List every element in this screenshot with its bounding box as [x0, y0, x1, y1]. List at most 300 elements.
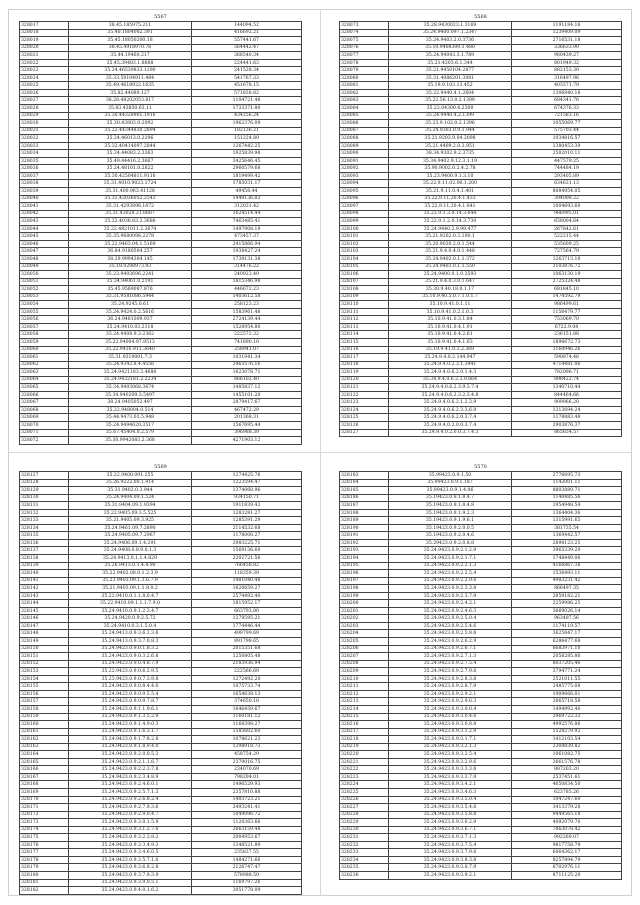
- data-table: [19, 471, 302, 895]
- code-cell: 35.21.9.11.0.4.1.401: [389, 188, 512, 196]
- amount-cell: 1403612.58: [192, 293, 302, 301]
- code-cell: 35.21.9202.0.3.100.1: [389, 233, 512, 241]
- code-cell: 35.10.9.41.0.4.1.91: [389, 323, 512, 331]
- record-id-cell: 328061: [20, 354, 69, 362]
- code-cell: 35.24.9413.0.9.3.6.2.3.6: [69, 630, 192, 638]
- table-row: [340, 248, 622, 256]
- record-id-cell: 328222: [340, 766, 389, 774]
- record-id-cell: 328143: [20, 592, 69, 600]
- code-cell: 35.24.9400.097.1.2347: [389, 29, 512, 37]
- amount-cell: 1494992.40: [512, 705, 622, 713]
- table-row: [20, 255, 302, 263]
- amount-cell: 396988.39: [192, 429, 302, 437]
- page-title: 5568: [474, 14, 487, 20]
- amount-cell: 1285391.29: [192, 517, 302, 525]
- record-id-cell: 328059: [20, 338, 69, 346]
- record-id-cell: 328086: [340, 120, 389, 128]
- code-cell: 35.24.9.4.0.6.2.3.2.3.4.8: [389, 391, 512, 399]
- record-id-cell: 328223: [340, 773, 389, 781]
- table-row: [20, 532, 302, 540]
- code-cell: 35.35.9680098.2278: [69, 233, 192, 241]
- table-row: [20, 773, 302, 781]
- table-row: [340, 721, 622, 729]
- code-cell: 35.24.9423.0.9.3.3.4.9.3: [69, 841, 192, 849]
- table-row: [20, 278, 302, 286]
- record-id-cell: 328231: [340, 834, 389, 842]
- table-row: [340, 728, 622, 736]
- table-row: [20, 135, 302, 143]
- code-cell: 35.99423.0.9.1.50: [389, 472, 512, 480]
- code-cell: 35.24.9423.0.9.2.0.0.5.3: [69, 751, 192, 759]
- code-cell: 35.19.9.103.13.452: [389, 82, 512, 90]
- table-row: [340, 406, 622, 414]
- amount-cell: 1739131.38: [192, 255, 302, 263]
- amount-cell: 7863078.42: [512, 826, 622, 834]
- record-id-cell: 328228: [340, 811, 389, 819]
- record-id-cell: 328175: [20, 834, 69, 842]
- table-row: [340, 414, 622, 422]
- record-id-cell: 328207: [340, 653, 389, 661]
- code-cell: 35.19423.0.9.1.9.6.1: [389, 517, 512, 525]
- amount-cell: 1528279.92: [512, 728, 622, 736]
- table-row: [340, 841, 622, 849]
- record-id-cell: 328066: [20, 391, 69, 399]
- table-row: [20, 585, 302, 593]
- code-cell: 35.24.9423.0.9.1.7.8.2.8: [69, 736, 192, 744]
- record-id-cell: 328109: [340, 293, 389, 301]
- record-id-cell: 328116: [340, 346, 389, 354]
- code-cell: 35.24.9423.0.9.3.5.8.8: [389, 811, 512, 819]
- code-cell: 35.24.9404.09.1.524: [69, 494, 192, 502]
- code-cell: 38.34.9302.9.2.3735: [389, 150, 512, 158]
- table-row: [340, 97, 622, 105]
- amount-cell: 434256.24: [192, 112, 302, 120]
- amount-cell: 1263713.10: [512, 255, 622, 263]
- table-row: [340, 286, 622, 294]
- code-cell: 35.24.9432181.2.2234: [69, 376, 192, 384]
- record-id-cell: 328204: [340, 630, 389, 638]
- table-row: [20, 758, 302, 766]
- table-row: [20, 645, 302, 653]
- amount-cell: 2370016.75: [192, 758, 302, 766]
- record-id-cell: 328114: [340, 331, 389, 339]
- amount-cell: 2004953.67: [192, 834, 302, 842]
- code-cell: 35.31.4293896.1672: [69, 203, 192, 211]
- table-row: [340, 67, 622, 75]
- record-id-cell: 328120: [340, 376, 389, 384]
- code-cell: 35.26.9222.00.1.914: [69, 479, 192, 487]
- record-id-cell: 328168: [20, 781, 69, 789]
- table-row: [20, 622, 302, 630]
- record-id-cell: 328148: [20, 630, 69, 638]
- record-id-cell: 328234: [340, 856, 389, 864]
- code-cell: 35.49.44416.2.3667: [69, 157, 192, 165]
- table-row: [20, 346, 302, 354]
- page-panel-3: [19, 464, 302, 895]
- table-row: [340, 630, 622, 638]
- table-row: [340, 44, 622, 52]
- amount-cell: 118359.39: [192, 570, 302, 578]
- amount-cell: 6064362.17: [512, 849, 622, 857]
- record-id-cell: 328172: [20, 811, 69, 819]
- table-row: [20, 218, 302, 226]
- amount-cell: 2304839.82: [512, 743, 622, 751]
- table-row: [340, 766, 622, 774]
- amount-cell: 623785.26: [512, 788, 622, 796]
- code-cell: 35.24.9423.0.9.3.9.0.5.1: [69, 879, 192, 887]
- code-cell: 35.30.42504811.9116: [69, 172, 192, 180]
- code-cell: 35.31.9319001.7.3: [69, 354, 192, 362]
- record-id-cell: 328197: [340, 577, 389, 585]
- code-cell: 35.31.400.963.41128: [69, 188, 192, 196]
- table-row: [20, 406, 302, 414]
- code-cell: 35.22.9410.09.1.1.1.7.9.0: [69, 600, 192, 608]
- amount-cell: 1250805.48: [192, 653, 302, 661]
- record-id-cell: 328140: [20, 570, 69, 578]
- code-cell: 35.24.9303.0.9.1.944: [389, 127, 512, 135]
- table-row: [340, 127, 622, 135]
- code-cell: 35.30.9.40.18.0.1.17: [389, 286, 512, 294]
- amount-cell: 1925839.98: [192, 150, 302, 158]
- amount-cell: 1484271.66: [192, 856, 302, 864]
- table-row: [340, 819, 622, 827]
- code-cell: 35.18.0298973.93: [69, 263, 192, 271]
- table-row: [340, 555, 622, 563]
- code-cell: 35.24.9423.0.9.3.2.5.4: [389, 751, 512, 759]
- code-cell: 35.45.18050200.18: [69, 37, 192, 45]
- code-cell: 35.24.9423.0.9.2.7.5.4: [389, 660, 512, 668]
- code-cell: 35.29423.0.9.2.0.8.8: [389, 539, 512, 547]
- record-id-cell: 328078: [340, 59, 389, 67]
- table-row: [20, 509, 302, 517]
- table-row: [20, 308, 302, 316]
- code-cell: 35.19423.0.9.1.8.4.7: [389, 494, 512, 502]
- record-id-cell: 328139: [20, 562, 69, 570]
- record-id-cell: 328137: [20, 547, 69, 555]
- code-cell: 35.24.94043.3.1.789: [389, 52, 512, 60]
- amount-cell: 1497908.19: [192, 225, 302, 233]
- amount-cell: 2493241.41: [192, 804, 302, 812]
- record-id-cell: 328073: [340, 22, 389, 30]
- code-cell: 35.32.40414097.2844: [69, 142, 192, 150]
- table-row: [20, 660, 302, 668]
- amount-cell: 727564.79: [512, 248, 622, 256]
- table-row: [20, 316, 302, 324]
- record-id-cell: 328215: [340, 713, 389, 721]
- code-cell: 35.99423.0.9.1.187: [389, 479, 512, 487]
- record-id-cell: 328184: [340, 479, 389, 487]
- code-cell: 35.30.44328901.1916: [69, 112, 192, 120]
- amount-cell: 1620659.27: [192, 585, 302, 593]
- amount-cell: 8711125.20: [512, 871, 622, 879]
- code-cell: 35.24.9423.0.9.2.8.7.9: [389, 683, 512, 691]
- amount-cell: 3794771.24: [512, 668, 622, 676]
- amount-cell: 866102.40: [192, 376, 302, 384]
- amount-cell: 1031941.34: [192, 354, 302, 362]
- amount-cell: 1169797.26: [192, 879, 302, 887]
- code-cell: 35.19423.0.9.2.0.0.5: [389, 524, 512, 532]
- amount-cell: 236151.88: [512, 331, 622, 339]
- record-id-cell: 328054: [20, 301, 69, 309]
- amount-cell: 4650834.50: [512, 781, 622, 789]
- record-id-cell: 328029: [20, 112, 69, 120]
- record-id-cell: 328155: [20, 683, 69, 691]
- table-row: [340, 683, 622, 691]
- code-cell: 35.24.9494620.3517: [69, 421, 192, 429]
- code-cell: 35.24.9413.0.1.1.4.829: [69, 555, 192, 563]
- record-id-cell: 328067: [20, 399, 69, 407]
- code-cell: 35.24.46013.0.2296: [69, 135, 192, 143]
- table-row: [20, 421, 302, 429]
- table-row: [20, 879, 302, 887]
- record-id-cell: 328236: [340, 871, 389, 879]
- code-cell: 35.24.9423.0.9.1.8.9.4.0: [69, 743, 192, 751]
- code-cell: 35.24.9423.0.9.3.4.2.1: [389, 781, 512, 789]
- table-row: [20, 142, 302, 150]
- record-id-cell: 328092: [340, 165, 389, 173]
- record-id-cell: 328062: [20, 361, 69, 369]
- table-row: [340, 622, 622, 630]
- table-row: [340, 391, 622, 399]
- table-row: [340, 29, 622, 37]
- table-row: [340, 59, 622, 67]
- record-id-cell: 328020: [20, 44, 69, 52]
- table-row: [340, 308, 622, 316]
- code-cell: 35.22.94004.97.9513: [69, 338, 192, 346]
- table-row: [340, 849, 622, 857]
- amount-cell: 575703.44: [512, 127, 622, 135]
- code-cell: 35.24.9420.0.9.2.5.72: [69, 615, 192, 623]
- table-row: [340, 811, 622, 819]
- code-cell: 35.45.9589087.876: [69, 286, 192, 294]
- data-table: [339, 471, 622, 880]
- table-row: [340, 773, 622, 781]
- code-cell: 35.24.9423.0.9.1.3.5.2.9: [69, 713, 192, 721]
- code-cell: 35.19423.0.9.1.9.2.3: [389, 509, 512, 517]
- record-id-cell: 328154: [20, 675, 69, 683]
- code-cell: 35.24.9461.09.7.2890: [69, 524, 192, 532]
- table-row: [20, 517, 302, 525]
- code-cell: 35.34.44083.2.3363: [69, 150, 192, 158]
- amount-cell: 8037205.46: [512, 660, 622, 668]
- record-id-cell: 328041: [20, 203, 69, 211]
- record-id-cell: 328199: [340, 592, 389, 600]
- code-cell: 35.24.9.4.0.6.2.0.1.4.3: [389, 369, 512, 377]
- table-row: [20, 120, 302, 128]
- amount-cell: 2859182.21: [512, 592, 622, 600]
- record-id-cell: 328087: [340, 127, 389, 135]
- table-row: [340, 705, 622, 713]
- code-cell: 35.24.9423.0.9.3.1.2.7.0: [69, 826, 192, 834]
- code-cell: 35.31.4010.9023.1724: [69, 180, 192, 188]
- amount-cell: 1142001.11: [512, 479, 622, 487]
- record-id-cell: 328130: [20, 494, 69, 502]
- record-id-cell: 328048: [20, 255, 69, 263]
- amount-cell: 1733371.80: [192, 105, 302, 113]
- record-id-cell: 328045: [20, 233, 69, 241]
- code-cell: 35.24.9.4.0.6.2.1.2.3.9: [389, 399, 512, 407]
- table-row: [340, 165, 622, 173]
- table-row: [340, 376, 622, 384]
- amount-cell: 235837.55: [192, 849, 302, 857]
- table-row: [340, 675, 622, 683]
- code-cell: 35.40.1804002.391: [69, 29, 192, 37]
- table-row: [340, 570, 622, 578]
- amount-cell: 2103876.72: [512, 263, 622, 271]
- amount-cell: 222566.69: [192, 668, 302, 676]
- record-id-cell: 328198: [340, 585, 389, 593]
- code-cell: 35.28.9430023.1.3169: [389, 22, 512, 30]
- amount-cell: 2015351.68: [192, 645, 302, 653]
- amount-cell: 801949.32: [512, 59, 622, 67]
- amount-cell: 6702976.11: [512, 864, 622, 872]
- record-id-cell: 328093: [340, 172, 389, 180]
- record-id-cell: 328180: [20, 871, 69, 879]
- code-cell: 35.22.9423.0.9.0.6.2.9.5: [69, 668, 192, 676]
- table-row: [20, 668, 302, 676]
- record-id-cell: 328153: [20, 668, 69, 676]
- amount-cell: 1585602.60: [192, 728, 302, 736]
- table-row: [340, 338, 622, 346]
- code-cell: 38.45.185975.211: [69, 22, 192, 30]
- amount-cell: 499799.69: [192, 630, 302, 638]
- code-cell: 35.10.9.40.5.0.7.1.0.1.7: [389, 293, 512, 301]
- record-id-cell: 328129: [20, 487, 69, 495]
- table-row: [20, 376, 302, 384]
- table-row: [340, 142, 622, 150]
- record-id-cell: 328083: [340, 97, 389, 105]
- table-row: [20, 653, 302, 661]
- code-cell: 35.10.9408309.1.480: [389, 44, 512, 52]
- code-cell: 35.24.9.4.0.2.0.0.3.7.4: [389, 421, 512, 429]
- amount-cell: 4271903.12: [192, 437, 302, 445]
- record-id-cell: 328071: [20, 429, 69, 437]
- record-id-cell: 328179: [20, 864, 69, 872]
- code-cell: 35.21.9.4.0.3.0.1.647: [389, 278, 512, 286]
- record-id-cell: 328103: [340, 248, 389, 256]
- amount-cell: 1298918.73: [192, 743, 302, 751]
- table-row: [20, 811, 302, 819]
- code-cell: 35.24.9423.0.9.3.1.2.9: [389, 728, 512, 736]
- code-cell: 35.21.4409.2.0.3.951: [389, 142, 512, 150]
- amount-cell: 1528954.80: [192, 323, 302, 331]
- record-id-cell: 328035: [20, 157, 69, 165]
- code-cell: 35.24.9406.09.1.4.291: [69, 539, 192, 547]
- code-cell: 35.24.9423.0.9.3.5.0.4: [389, 796, 512, 804]
- table-row: [340, 150, 622, 158]
- data-table: [19, 21, 302, 445]
- code-cell: 35.24.9423.0.9.3.8.7.9: [389, 864, 512, 872]
- code-cell: 35.22.9410.0.1.1.8.0.4.7: [69, 592, 192, 600]
- amount-cell: 1455101.20: [192, 391, 302, 399]
- record-id-cell: 328107: [340, 278, 389, 286]
- code-cell: 35.24.9423.0.9.3.0.8.8: [389, 721, 512, 729]
- record-id-cell: 328044: [20, 225, 69, 233]
- table-row: [340, 509, 622, 517]
- page-panel-4: [339, 464, 622, 880]
- table-row: [340, 323, 622, 331]
- table-row: [20, 887, 302, 895]
- record-id-cell: 328183: [340, 472, 389, 480]
- code-cell: 35.24.9440.4.2.1399: [389, 112, 512, 120]
- amount-cell: 535609.25: [512, 240, 622, 248]
- table-row: [20, 22, 302, 30]
- record-id-cell: 328185: [340, 487, 389, 495]
- table-row: [20, 487, 302, 495]
- record-id-cell: 328121: [340, 384, 389, 392]
- record-id-cell: 328213: [340, 698, 389, 706]
- amount-cell: 960439.27: [512, 52, 622, 60]
- data-table: [339, 21, 622, 437]
- amount-cell: 2202721.56: [192, 555, 302, 563]
- code-cell: 35.22.9.1.3.0.14.3.644: [389, 210, 512, 218]
- record-id-cell: 328090: [340, 150, 389, 158]
- code-cell: 35.24.9423.0.9.2.6.2.9: [389, 638, 512, 646]
- table-row: [340, 271, 622, 279]
- amount-cell: 144094.52: [192, 22, 302, 30]
- table-row: [20, 97, 302, 105]
- code-cell: 35.24.9423.0.9.3.9.2.1: [389, 871, 512, 879]
- amount-cell: 766458.82: [192, 562, 302, 570]
- record-id-cell: 328025: [20, 82, 69, 90]
- code-cell: 35.24.9423.0.9.2.1.7.1: [389, 555, 512, 563]
- record-id-cell: 328171: [20, 804, 69, 812]
- amount-cell: 2969722.33: [512, 713, 622, 721]
- record-id-cell: 328036: [20, 165, 69, 173]
- record-id-cell: 328131: [20, 502, 69, 510]
- amount-cell: 1267442.25: [192, 142, 302, 150]
- code-cell: 35.24.9423.0.9.2.9.0.4.7: [69, 811, 192, 819]
- table-row: [20, 203, 302, 211]
- amount-cell: 2058285.86: [512, 653, 622, 661]
- record-id-cell: 328189: [340, 517, 389, 525]
- code-cell: 35.24.9423.0.9.2.1.1.6.7: [69, 758, 192, 766]
- code-cell: 35.10.9.41.0.4.2.61: [389, 331, 512, 339]
- code-cell: 35.19423.0.9.2.0.4.6: [389, 532, 512, 540]
- code-cell: 35.24.9423.0.9.3.0.0.4: [389, 705, 512, 713]
- table-row: [340, 736, 622, 744]
- table-row: [340, 89, 622, 97]
- code-cell: 35.24.9423.0.9.2.2.3.7.8: [69, 766, 192, 774]
- amount-cell: 7463485.41: [192, 218, 302, 226]
- record-id-cell: 328142: [20, 585, 69, 593]
- record-id-cell: 328053: [20, 293, 69, 301]
- amount-cell: 1348521.89: [192, 841, 302, 849]
- horizontal-page-divider: [8, 452, 632, 453]
- table-row: [20, 210, 302, 218]
- code-cell: 35.22.948004.0.514: [69, 406, 192, 414]
- table-row: [20, 479, 302, 487]
- table-row: [340, 607, 622, 615]
- table-row: [340, 690, 622, 698]
- table-row: [20, 721, 302, 729]
- amount-cell: 1911839.43: [192, 502, 302, 510]
- code-cell: 35.24.9423.0.9.3.7.9.3.9: [69, 871, 192, 879]
- amount-cell: 578988.50: [192, 871, 302, 879]
- amount-cell: 316497.96: [512, 74, 622, 82]
- table-row: [340, 751, 622, 759]
- amount-cell: 49458.44: [192, 188, 302, 196]
- table-row: [20, 157, 302, 165]
- record-id-cell: 328063: [20, 369, 69, 377]
- record-id-cell: 328022: [20, 59, 69, 67]
- table-row: [20, 44, 302, 52]
- amount-cell: 898422.74: [512, 376, 622, 384]
- record-id-cell: 328133: [20, 517, 69, 525]
- amount-cell: 381735.54: [512, 524, 622, 532]
- table-row: [20, 788, 302, 796]
- amount-cell: 1449136.02: [192, 195, 302, 203]
